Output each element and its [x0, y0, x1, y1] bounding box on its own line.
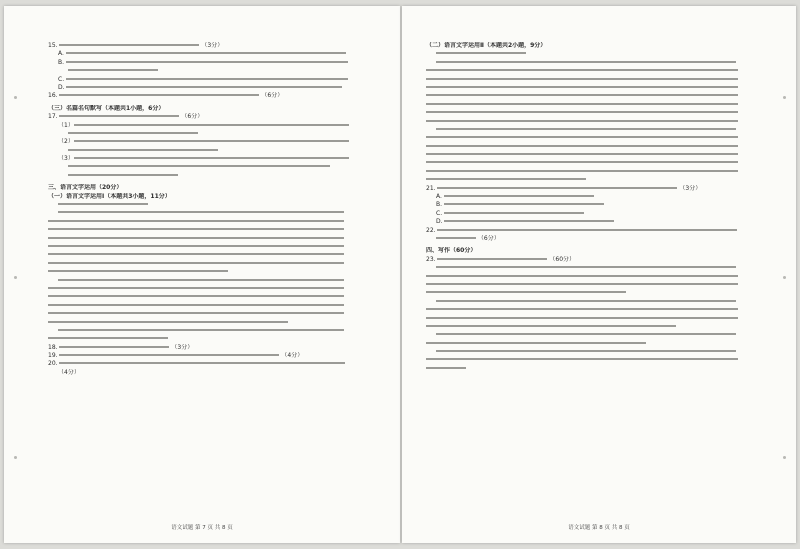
question-19: 19. （4分） — [48, 352, 304, 360]
punch-hole-mark — [783, 456, 786, 459]
passage-line — [426, 59, 760, 67]
question-22: 22. — [426, 227, 760, 235]
q15-option-c: C. — [48, 76, 378, 84]
punch-hole-mark — [14, 276, 17, 279]
exam-page-8 — [402, 6, 796, 543]
punch-hole-mark — [14, 96, 17, 99]
punch-hole-mark — [783, 96, 786, 99]
section-language-use: 三、语言文字运用（20分） — [48, 184, 123, 192]
question-21: 21. （3分） — [426, 184, 702, 192]
q15-option-a: A. — [48, 50, 378, 58]
question-17: 17. （6分） — [48, 113, 204, 121]
page-8-content: （二）语言文字运用Ⅱ（本题共2小题，9分） 21. （3分） A. B. C. D. 22. （6分） 四、写作（60分） 23. （60分） — [426, 42, 760, 373]
punch-hole-mark — [783, 276, 786, 279]
q17-item-2: （2） — [48, 138, 378, 146]
q17-item-3: （3） — [48, 155, 378, 163]
subsection-language-2: （二）语言文字运用Ⅱ（本题共2小题，9分） — [426, 42, 547, 49]
passage-line — [48, 209, 378, 217]
exam-page-7 — [4, 6, 400, 543]
q15-option-d: D. — [48, 84, 378, 92]
section-famous-lines: （三）名篇名句默写（本题共1小题，6分） — [48, 104, 165, 112]
page-7-footer: 语文试题 第 7 页 共 8 页 — [171, 525, 233, 531]
question-20: 20. — [48, 360, 378, 368]
page-7-content: 15. （3分） A. B. C. D. 16. （6分） （三）名篇名句默写（本题共1小题，6分） 17. （6分） （1） （2） （3） 三、语言文字运用（20分） （一）语言文字运用Ⅰ（本题共3小题，11分） 18. （3分） 19. （4分） 20. （4分） — [48, 42, 378, 377]
q15-option-b: B. — [48, 59, 378, 67]
q21-option-a: A. — [426, 193, 760, 201]
punch-hole-mark — [14, 456, 17, 459]
q17-item-1: （1） — [48, 122, 378, 130]
question-15: 15. （3分） — [48, 42, 224, 49]
question-23: 23. （60分） — [426, 255, 576, 263]
q21-option-d: D. — [426, 218, 760, 226]
subsection-language-1: （一）语言文字运用Ⅰ（本题共3小题，11分） — [48, 192, 171, 200]
section-writing: 四、写作（60分） — [426, 247, 477, 255]
question-18: 18. （3分） — [48, 343, 194, 351]
page-8-footer: 语文试题 第 8 页 共 8 页 — [568, 525, 630, 531]
q21-option-b: B. — [426, 201, 760, 209]
q21-option-c: C. — [426, 210, 760, 218]
question-16: 16. （6分） — [48, 92, 284, 100]
